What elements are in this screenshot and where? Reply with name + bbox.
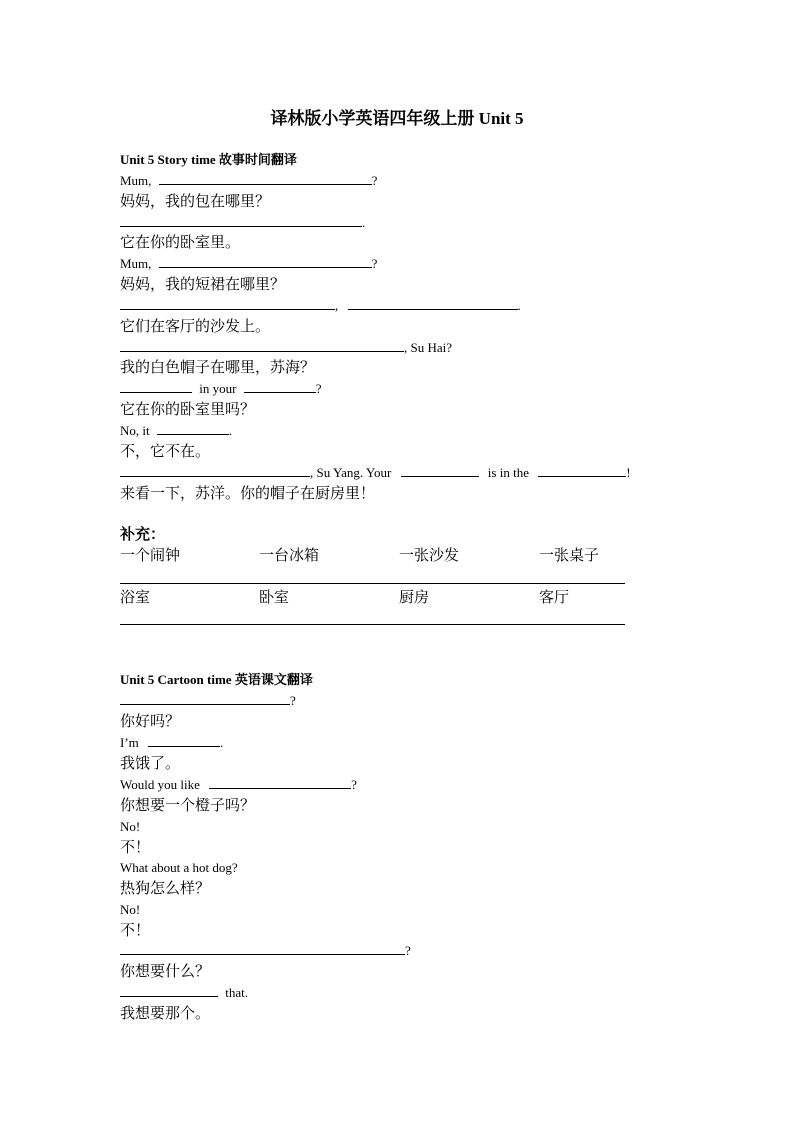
text: ? (371, 256, 378, 271)
cartoon-line-5 (120, 775, 357, 795)
answer-line[interactable] (120, 624, 625, 625)
cartoon-line-1 (120, 691, 296, 711)
story-line-16: 来看一下，苏洋。你的帽子在厨房里！ (120, 484, 376, 502)
text: Mum, (120, 173, 152, 188)
supplement-label: 补充： (120, 525, 166, 543)
cartoon-line-14: 你想要什么？ (120, 962, 211, 980)
answer-blank[interactable] (120, 942, 405, 955)
answer-blank[interactable] (538, 464, 626, 477)
answer-blank[interactable] (120, 692, 290, 705)
story-line-10: 我的白色帽子在哪里，苏海？ (120, 358, 316, 376)
text: No, it (120, 423, 150, 438)
cartoon-line-15 (120, 983, 248, 1003)
text: ? (351, 777, 357, 792)
page-title: 译林版小学英语四年级上册 Unit 5 (270, 109, 524, 128)
story-line-4: 它在你的卧室里。 (120, 233, 241, 251)
text: . (362, 215, 366, 230)
text: in your (199, 381, 237, 396)
answer-blank[interactable] (348, 297, 518, 310)
answer-blank[interactable] (120, 464, 310, 477)
answer-blank[interactable] (120, 297, 335, 310)
text: , Su Yang. Your (310, 465, 392, 480)
cartoon-heading: Unit 5 Cartoon time 英语课文翻译 (120, 672, 313, 687)
cartoon-line-3 (120, 733, 223, 753)
answer-blank[interactable] (157, 422, 229, 435)
text: , (335, 298, 339, 313)
text: . (220, 735, 224, 750)
story-line-7 (120, 296, 521, 316)
text: . (228, 423, 233, 438)
cartoon-line-7: No! (120, 819, 141, 834)
text: ? (371, 173, 378, 188)
vocab-cell: 一张沙发 (399, 546, 460, 564)
text: Mum, (120, 256, 152, 271)
story-line-11 (120, 379, 321, 399)
story-line-6: 妈妈，我的短裙在哪里？ (120, 275, 286, 293)
story-line-9 (120, 338, 452, 358)
cartoon-line-9: What about a hot dog? (120, 860, 238, 875)
cartoon-line-6: 你想要一个橙子吗？ (120, 796, 256, 814)
text: is in the (487, 465, 529, 480)
vocab-cell: 卧室 (259, 588, 290, 606)
story-line-15 (120, 463, 631, 483)
vocab-cell: 客厅 (539, 588, 570, 606)
cartoon-line-8: 不！ (120, 838, 151, 856)
cartoon-line-12: 不！ (120, 921, 151, 939)
story-line-2: 妈妈，我的包在哪里？ (120, 192, 271, 210)
answer-blank[interactable] (148, 734, 220, 747)
vocab-cell: 一个闹钟 (120, 546, 181, 564)
vocab-cell: 厨房 (399, 588, 430, 606)
answer-blank[interactable] (120, 214, 362, 227)
story-line-12: 它在你的卧室里吗？ (120, 400, 256, 418)
answer-line[interactable] (120, 583, 625, 584)
answer-blank[interactable] (159, 255, 372, 268)
text: ! (626, 465, 631, 480)
answer-blank[interactable] (209, 776, 351, 789)
answer-blank[interactable] (120, 984, 218, 997)
text: . (517, 298, 521, 313)
story-line-13 (120, 421, 232, 441)
answer-blank[interactable] (401, 464, 479, 477)
cartoon-line-11: No! (120, 902, 141, 917)
cartoon-line-10: 热狗怎么样？ (120, 879, 211, 897)
answer-blank[interactable] (244, 380, 316, 393)
cartoon-line-16: 我想要那个。 (120, 1004, 211, 1022)
text: ? (290, 693, 296, 708)
story-heading: Unit 5 Story time 故事时间翻译 (120, 152, 297, 167)
cartoon-line-2: 你好吗？ (120, 712, 181, 730)
cartoon-line-4: 我饿了。 (120, 754, 181, 772)
answer-blank[interactable] (120, 339, 404, 352)
text: ? (405, 943, 411, 958)
text: I’m (120, 735, 139, 750)
story-line-3 (120, 213, 365, 233)
text: that. (225, 985, 248, 1000)
text: Would you like (120, 777, 200, 792)
text: ? (315, 381, 322, 396)
answer-blank[interactable] (159, 172, 372, 185)
vocab-cell: 一台冰箱 (259, 546, 320, 564)
story-line-1 (120, 171, 377, 191)
vocab-cell: 一张桌子 (539, 546, 600, 564)
story-line-8: 它们在客厅的沙发上。 (120, 317, 271, 335)
answer-blank[interactable] (120, 380, 192, 393)
vocab-cell: 浴室 (120, 588, 151, 606)
story-line-5 (120, 254, 377, 274)
text: , Su Hai? (404, 340, 453, 355)
story-line-14: 不，它不在。 (120, 442, 211, 460)
cartoon-line-13 (120, 941, 411, 961)
